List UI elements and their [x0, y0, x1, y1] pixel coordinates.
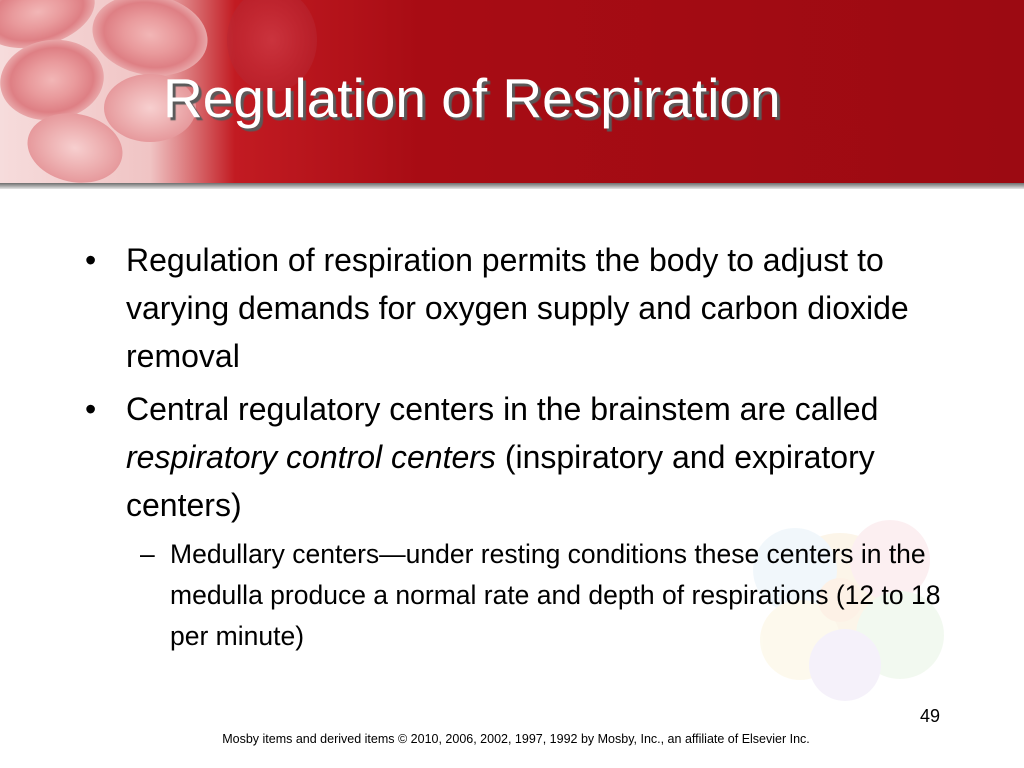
sub-bullet-marker: –	[140, 539, 155, 569]
bullet-marker: •	[85, 242, 97, 278]
bullet-text-continued: (inspiratory and expiratory centers)	[126, 439, 875, 523]
header-banner	[0, 0, 1024, 183]
bullet-text: Central regulatory centers in the brainstem are called	[126, 391, 879, 427]
slide-body	[85, 236, 945, 657]
bullet-italic-term: respiratory control centers	[126, 439, 496, 475]
bullet-item	[85, 236, 945, 380]
bullet-item	[85, 385, 945, 529]
slide-title: Regulation of Respiration	[163, 67, 781, 129]
bullet-marker: •	[85, 391, 97, 427]
page-number: 49	[919, 706, 940, 726]
sub-bullet-item	[85, 534, 945, 657]
sub-bullet-text: Medullary centers—under resting conditions these centers in the medulla produce a normal rate and depth of respirations (12 to 18 per minute)	[170, 539, 941, 651]
copyright-footer: Mosby items and derived items © 2010, 2006, 2002, 1997, 1992 by Mosby, Inc., an affiliate of Elsevier Inc.	[222, 732, 810, 746]
header-divider	[0, 183, 1024, 189]
bullet-text: Regulation of respiration permits the body to adjust to varying demands for oxygen supply and carbon dioxide removal	[126, 242, 909, 374]
